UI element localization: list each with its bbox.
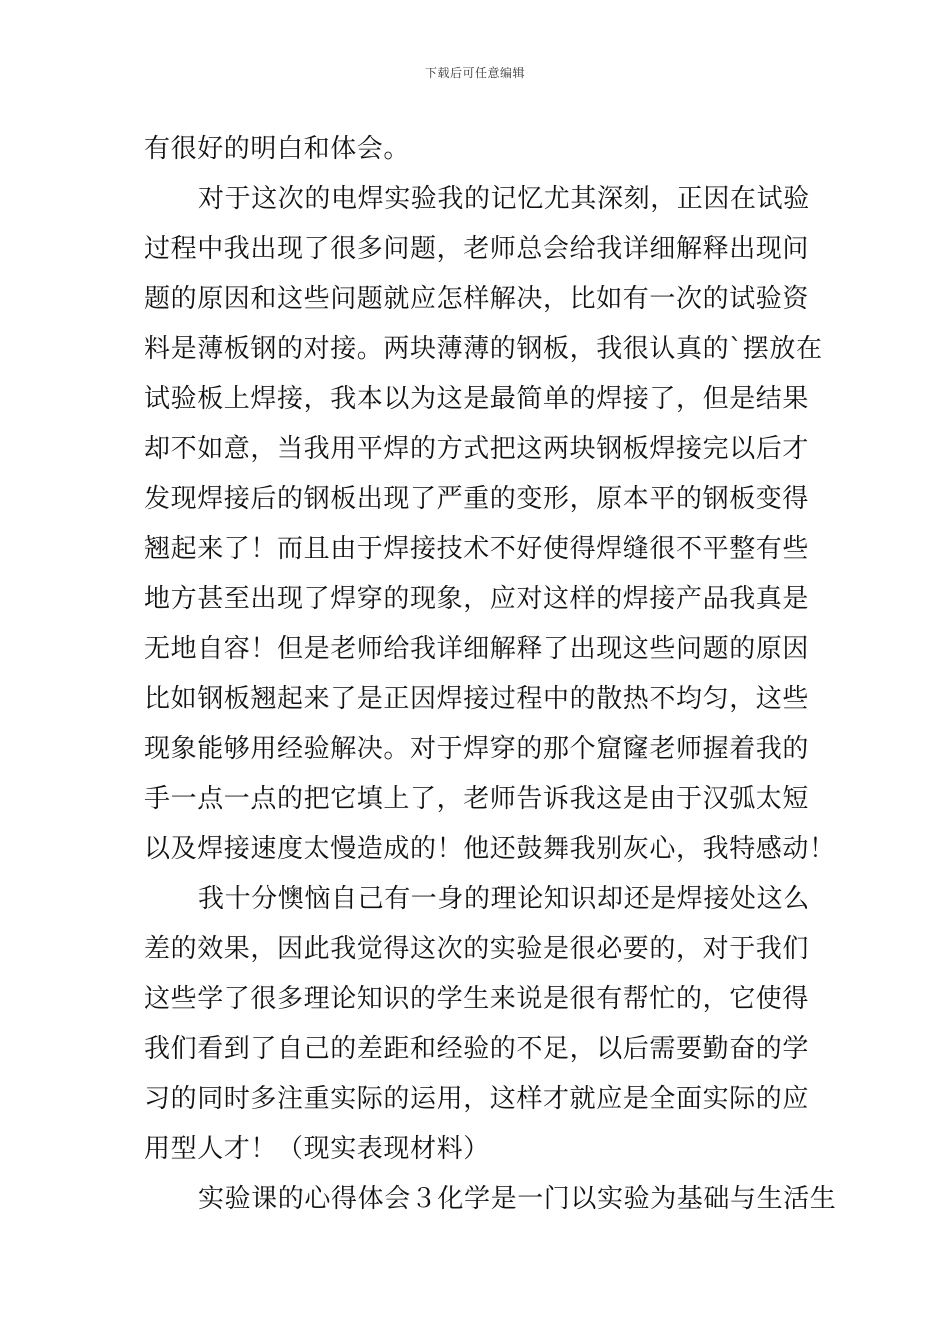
text-line: 现象能够用经验解决。对于焊穿的那个窟窿老师握着我的 — [144, 734, 810, 764]
text-line: 差的效果，因此我觉得这次的实验是很必要的，对于我们 — [144, 934, 810, 964]
text-line: 却不如意，当我用平焊的方式把这两块钢板焊接完以后才 — [144, 434, 810, 464]
paragraph-first-line: 对于这次的电焊实验我的记忆尤其深刻，正因在试验 — [198, 184, 810, 214]
text-line: 比如钢板翘起来了是正因焊接过程中的散热不均匀，这些 — [144, 684, 810, 714]
text-line: 料是薄板钢的对接。两块薄薄的钢板，我很认真的`摆放在 — [144, 334, 823, 364]
text-line: 有很好的明白和体会。 — [144, 134, 411, 164]
paragraph-first-line: 我十分懊恼自己有一身的理论知识却还是焊接处这么 — [198, 884, 810, 914]
text-line: 试验板上焊接，我本以为这是最简单的焊接了，但是结果 — [144, 384, 810, 414]
text-line: 无地自容！但是老师给我详细解释了出现这些问题的原因 — [144, 634, 810, 664]
text-line: 习的同时多注重实际的运用，这样才就应是全面实际的应 — [144, 1084, 810, 1114]
text-line: 我们看到了自己的差距和经验的不足，以后需要勤奋的学 — [144, 1034, 810, 1064]
text-line: 这些学了很多理论知识的学生来说是很有帮忙的，它使得 — [144, 984, 810, 1014]
text-line: 用型人才！（现实表现材料） — [144, 1134, 490, 1164]
text-line: 以及焊接速度太慢造成的！他还鼓舞我别灰心，我特感动！ — [144, 834, 836, 864]
paragraph-first-line: 实验课的心得体会３化学是一门以实验为基础与生活生 — [198, 1184, 837, 1214]
text-line: 地方甚至出现了焊穿的现象，应对这样的焊接产品我真是 — [144, 584, 810, 614]
text-line: 翘起来了！而且由于焊接技术不好使得焊缝很不平整有些 — [144, 534, 810, 564]
text-line: 手一点一点的把它填上了，老师告诉我这是由于汉弧太短 — [144, 784, 810, 814]
text-line: 题的原因和这些问题就应怎样解决，比如有一次的试验资 — [144, 284, 810, 314]
text-line: 发现焊接后的钢板出现了严重的变形，原本平的钢板变得 — [144, 484, 810, 514]
page-header: 下载后可任意编辑 — [424, 66, 525, 80]
document-body — [144, 124, 837, 1224]
text-line: 过程中我出现了很多问题，老师总会给我详细解释出现问 — [144, 234, 810, 264]
